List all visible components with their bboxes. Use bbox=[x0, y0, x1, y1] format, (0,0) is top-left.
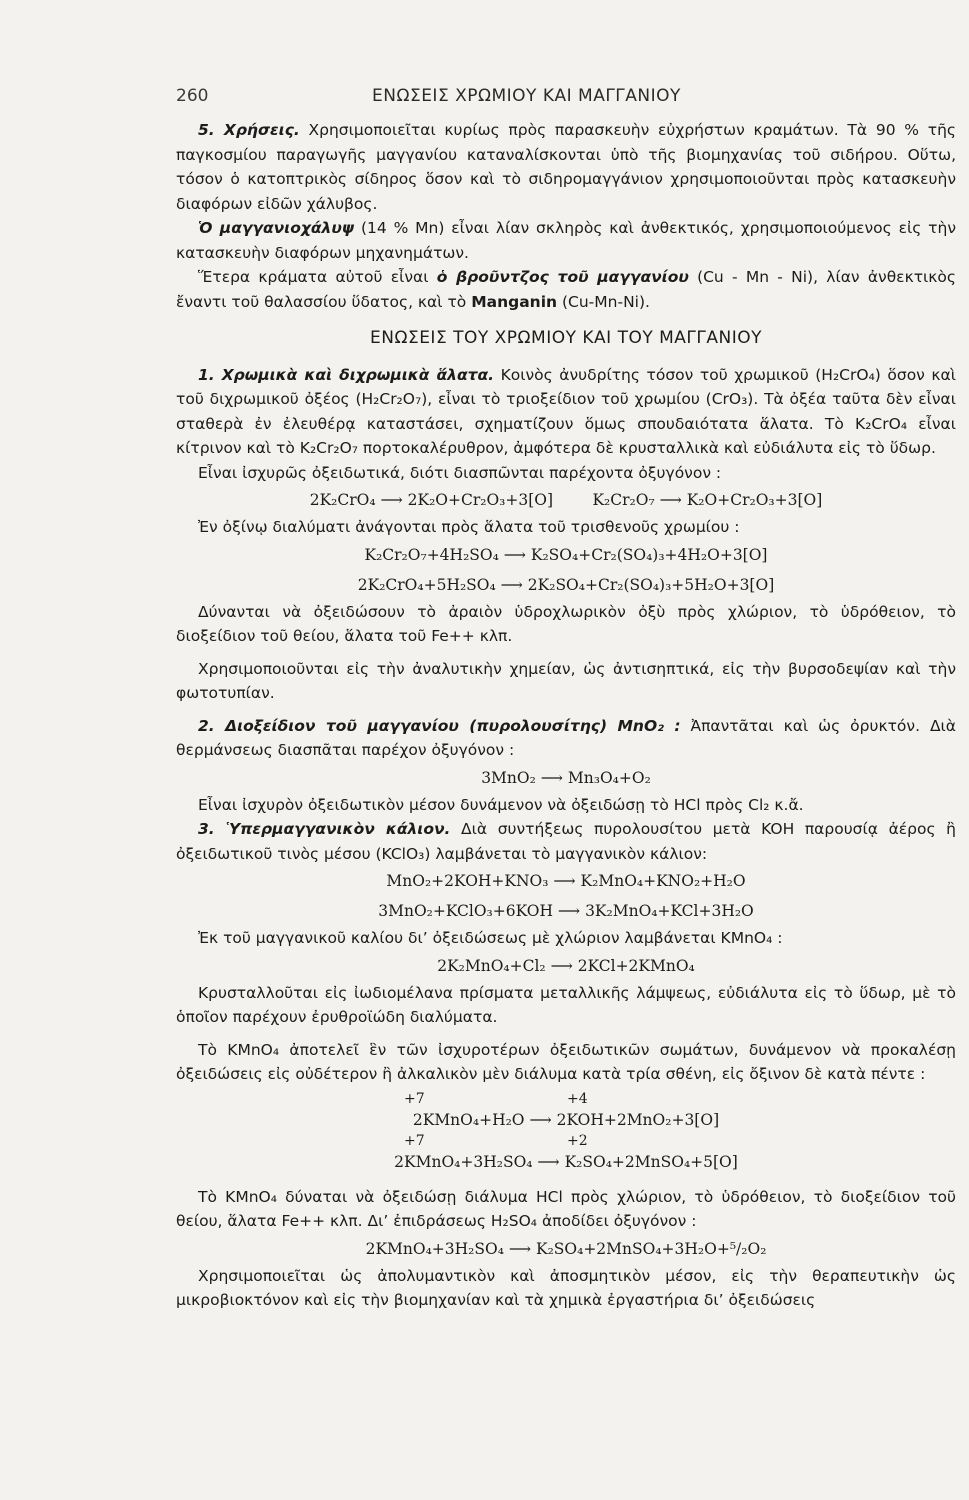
manganate-oxidation-text: Ἐκ τοῦ μαγγανικοῦ καλίου δι’ ὀξειδώσεως μὲ χλώριον λαμβάνεται KMnO₄ : bbox=[198, 929, 783, 947]
equation-permanganate-oxygen: 2KMnO₄+3H₂SO₄ ⟶ K₂SO₄+2MnSO₄+3H₂O+⁵/₂O₂ bbox=[365, 1239, 767, 1258]
crystals-paragraph bbox=[176, 981, 956, 1030]
spacer bbox=[176, 1030, 956, 1038]
alloys-text-c: (Cu-Mn-Ni). bbox=[557, 292, 650, 311]
permanganate-hcl-text: Τὸ KMnO₄ δύναται νὰ ὀξειδώσῃ διάλυμα HCl πρὸς χλώριον, τὸ ὑδρόθειον, τὸ διοξείδιον τοῦ θείου, ἅλατα Fe++ κλπ. Δι’ ἐπιδράσεως H₂SO₄ ἀποδίδει ὀξυγόνον : bbox=[176, 1187, 956, 1230]
acid-reduction-paragraph bbox=[176, 515, 956, 540]
permanganate-uses-text: Χρησιμοποιεῖται ὡς ἀπολυμαντικὸν καὶ ἀποσμητικὸν μέσον, εἰς τὴν θεραπευτικὴν ὡς μικροβιοκτόνον καὶ εἰς τὴν βιομηχανίαν καὶ τὰ χημικὰ ἐργαστήρια δι’ ὀξειδώσεις bbox=[176, 1266, 956, 1309]
chromates-text: Κοινὸς ἀνυδρίτης τόσον τοῦ χρωμικοῦ (H₂CrO₄) ὅσον καὶ τοῦ διχρωμικοῦ ὀξέος (H₂Cr₂O₇), εἶναι τὸ τριοξείδιον τοῦ χρωμίου (CrO₃). Τὰ ὀξέα ταῦτα δὲν εἶναι σταθερὰ ἐν ἐλευθέρᾳ καταστάσει, σχηματίζουν ὅμως σπουδαιότατα ἅλατα. Τὸ K₂CrO₄ εἶναι κίτρινον καὶ τὸ K₂Cr₂O₇ πορτοκαλέρυθρον, ἀμφότερα δὲ κρυσταλλικὰ καὶ εὐδιάλυτα εἰς τὸ ὕδωρ. bbox=[176, 365, 956, 457]
equation-manganate-kno3: MnO₂+2KOH+KNO₃ ⟶ K₂MnO₄+KNO₂+H₂O bbox=[386, 872, 746, 890]
equation-permanganate-acid: 2KMnO₄+3H₂SO₄ ⟶ K₂SO₄+2MnSO₄+5[O] bbox=[394, 1152, 738, 1171]
spacer bbox=[176, 706, 956, 714]
manganin-term: Manganin bbox=[471, 292, 558, 311]
uses-paragraph bbox=[176, 118, 956, 216]
oxidizing-text: Εἶναι ἰσχυρῶς ὀξειδωτικά, διότι διασπῶνται παρέχοντα ὀξυγόνον : bbox=[198, 463, 722, 482]
manganese-steel-paragraph bbox=[176, 216, 956, 265]
oxidation-states-2: +7 +2 bbox=[404, 1132, 588, 1149]
page-body bbox=[176, 118, 956, 1313]
manganese-steel-text: (14 % Mn) εἶναι λίαν σκληρὸς καὶ ἀνθεκτικός, χρησιμοποιούμενος εἰς τὴν κατασκευὴν διαφόρων μηχανημάτων. bbox=[176, 219, 956, 262]
equation-dichromate-acid: K₂Cr₂O₇+4H₂SO₄ ⟶ K₂SO₄+Cr₂(SO₄)₃+4H₂O+3[O] bbox=[364, 545, 768, 564]
alloys-paragraph bbox=[176, 265, 956, 314]
permanganate-text: Διὰ συντήξεως πυρολουσίτου μετὰ KOH παρουσίᾳ ἀέρος ἢ ὀξειδωτικοῦ τινὸς μέσου (KClO₃) λαμβάνεται τὸ μαγγανικὸν κάλιον: bbox=[176, 820, 956, 863]
equation-chromate-decomposition: 2K₂CrO₄ ⟶ 2K₂O+Cr₂O₃+3[O] K₂Cr₂O₇ ⟶ K₂O+Cr₂O₃+3[O] bbox=[309, 491, 823, 509]
dioxide-heading: 2. Διοξείδιον τοῦ μαγγανίου (πυρολουσίτης) MnO₂ : bbox=[198, 716, 681, 735]
permanganate-strength-paragraph bbox=[176, 1038, 956, 1087]
equation-permanganate-neutral: 2KMnO₄+H₂O ⟶ 2KOH+2MnO₂+3[O] bbox=[412, 1110, 720, 1129]
uses-heading: 5. Χρήσεις. bbox=[198, 121, 300, 139]
chromates-heading: 1. Χρωμικὰ καὶ διχρωμικὰ ἅλατα. bbox=[198, 365, 495, 384]
chromates-oxidize-text: Δύνανται νὰ ὀξειδώσουν τὸ ἀραιὸν ὑδροχλωρικὸν ὀξὺ πρὸς χλώριον, τὸ ὑδρόθειον, τὸ διοξείδιον τοῦ θείου, ἅλατα τοῦ Fe++ κλπ. bbox=[176, 602, 956, 645]
chromates-uses-paragraph bbox=[176, 657, 956, 706]
dioxide-oxidizer-paragraph bbox=[176, 793, 956, 818]
manganese-bronze-term: ὁ βροῦντζος τοῦ μαγγανίου bbox=[436, 268, 689, 286]
alloys-text-b: (Cu - Mn - Ni), λίαν ἀνθεκτικὸς ἔναντι τοῦ θαλασσίου ὕδατος, καὶ τὸ bbox=[176, 268, 956, 311]
equation-chromate-acid: 2K₂CrO₄+5H₂SO₄ ⟶ 2K₂SO₄+Cr₂(SO₄)₃+5H₂O+3[O] bbox=[357, 575, 775, 594]
permanganate-hcl-paragraph bbox=[176, 1185, 956, 1234]
oxidizing-paragraph bbox=[176, 461, 956, 486]
manganese-steel-term: Ὁ μαγγανιοχάλυψ bbox=[198, 219, 355, 237]
crystals-text: Κρυσταλλοῦται εἰς ἰωδιομέλανα πρίσματα μεταλλικῆς λάμψεως, εὐδιάλυτα εἰς τὸ ὕδωρ, μὲ τὸ ὁποῖον παρέχουν ἐρυθροϊώδη διαλύματα. bbox=[176, 983, 956, 1026]
dioxide-oxidizer-text: Εἶναι ἰσχυρὸν ὀξειδωτικὸν μέσον δυνάμενον νὰ ὀξειδώσῃ τὸ HCl πρὸς Cl₂ κ.ἄ. bbox=[198, 795, 804, 814]
permanganate-uses-paragraph bbox=[176, 1264, 956, 1313]
chromates-uses-text: Χρησιμοποιοῦνται εἰς τὴν ἀναλυτικὴν χημείαν, ὡς ἀντισηπτικά, εἰς τὴν βυρσοδεψίαν καὶ τὴν φωτοτυπίαν. bbox=[176, 659, 956, 702]
acid-reduction-text: Ἐν ὀξίνῳ διαλύματι ἀνάγονται πρὸς ἅλατα τοῦ τρισθενοῦς χρωμίου : bbox=[198, 518, 740, 536]
dioxide-text: Ἀπαντᾶται καὶ ὡς ὀρυκτόν. Διὰ θερμάνσεως διασπᾶται παρέχον ὀξυγόνον : bbox=[176, 716, 957, 759]
chromates-paragraph bbox=[176, 363, 956, 461]
dioxide-paragraph bbox=[176, 714, 956, 763]
spacer bbox=[176, 649, 956, 657]
spacer bbox=[176, 1177, 956, 1185]
equation-manganate-chlorine: 2K₂MnO₄+Cl₂ ⟶ 2KCl+2KMnO₄ bbox=[437, 956, 695, 975]
oxidation-states-1: +7 +4 bbox=[404, 1090, 588, 1107]
permanganate-heading: 3. Ὑπερμαγγανικὸν κάλιον. bbox=[198, 820, 451, 838]
alloys-text-a: Ἕτερα κράματα αὐτοῦ εἶναι bbox=[198, 268, 437, 286]
chromates-oxidize-paragraph bbox=[176, 600, 956, 649]
equation-manganate-kclo3: 3MnO₂+KClO₃+6KOH ⟶ 3K₂MnO₄+KCl+3H₂O bbox=[378, 902, 754, 920]
section-title: ΕΝΩΣΕΙΣ ΤΟΥ ΧΡΩΜΙΟΥ ΚΑΙ ΤΟΥ ΜΑΓΓΑΝΙΟΥ bbox=[370, 328, 762, 348]
permanganate-paragraph bbox=[176, 817, 956, 866]
running-title: ΕΝΩΣΕΙΣ ΧΡΩΜΙΟΥ ΚΑΙ ΜΑΓΓΑΝΙΟΥ bbox=[372, 86, 681, 106]
manganate-oxidation-paragraph bbox=[176, 926, 956, 951]
equation-dioxide-decomposition: 3MnO₂ ⟶ Mn₃O₄+O₂ bbox=[481, 768, 651, 787]
page-number: 260 bbox=[176, 86, 209, 106]
uses-text: Χρησιμοποιεῖται κυρίως πρὸς παρασκευὴν εὐχρήστων κραμάτων. Τὰ 90 % τῆς παγκοσμίου παραγωγῆς μαγγανίου καταναλίσκονται ὑπὸ τῆς βιομηχανίας τοῦ σιδήρου. Οὕτω, τόσον ὁ κατοπτρικὸς σίδηρος ὅσον καὶ τὸ σιδηρομαγγάνιον χρησιμοποιοῦνται πρὸς κατασκευὴν διαφόρων εἰδῶν χάλυβος. bbox=[176, 121, 956, 213]
permanganate-strength-text: Τὸ KMnO₄ ἀποτελεῖ ἓν τῶν ἰσχυροτέρων ὀξειδωτικῶν σωμάτων, δυνάμενον νὰ προκαλέσῃ ὀξειδώσεις εἰς οὐδέτερον ἢ ἀλκαλικὸν μὲν διάλυμα κατὰ τρία σθένη, εἰς ὄξινον δὲ κατὰ πέντε : bbox=[176, 1040, 956, 1083]
